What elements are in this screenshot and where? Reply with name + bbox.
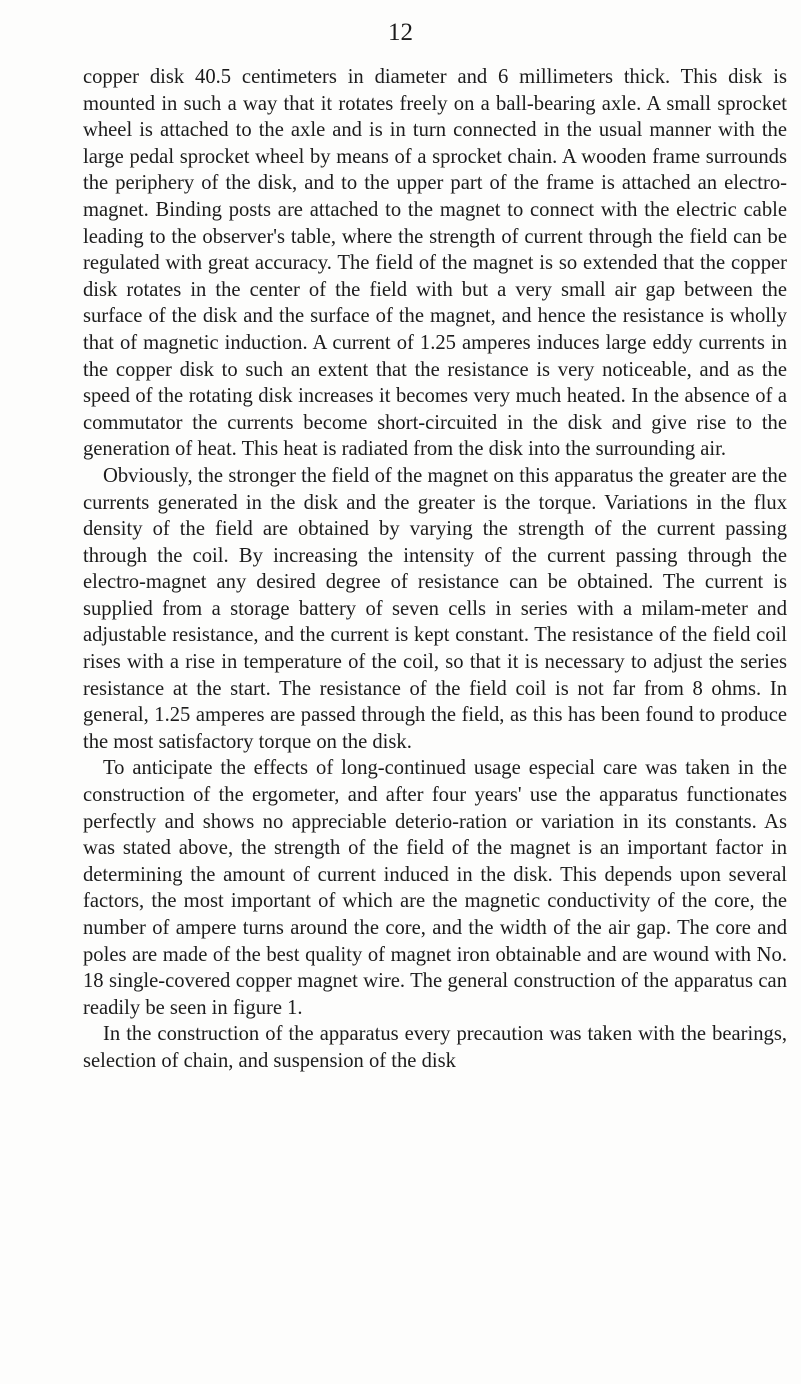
paragraph-eddy-current-disk: copper disk 40.5 centimeters in diameter and 6 millimeters thick. This disk is mounted in such a way that it rotates freely on a ball-bearing axle. A small sprocket wheel is attached to the axle and is in turn connected in the usual manner with the large pedal sprocket wheel by means of a sprocket chain. A wooden frame surrounds the periphery of the disk, and to the upper part of the frame is attached an electro-magnet. Binding posts are attached to the magnet to connect with the electric cable leading to the observer's table, where the strength of current through the field can be regulated with great accuracy. The field of the magnet is so extended that the copper disk rotates in the center of the field with but a very small air gap between the surface of the disk and the surface of the magnet, and hence the resistance is wholly that of magnetic induction. A current of 1.25 amperes induces large eddy currents in the copper disk to such an extent that the resistance is very noticeable, and as the speed of the rotating disk increases it becomes very much heated. In the absence of a commutator the currents become short-circuited in the disk and give rise to the generation of heat. This heat is radiated from the disk into the surrounding air. (83, 66, 787, 461)
body-text (83, 64, 787, 1075)
page-number: 12 (388, 19, 413, 46)
paragraph-field-strength-torque: Obviously, the stronger the field of the magnet on this apparatus the greater are the currents generated in the disk and the greater is the torque. Variations in the flux density of the field are obtained by varying the strength of the current passing through the coil. By increasing the intensity of the current passing through the electro-magnet any desired degree of resistance can be obtained. The current is supplied from a storage battery of seven cells in series with a milam-meter and adjustable resistance, and the current is kept constant. The resistance of the field coil rises with a rise in temperature of the coil, so that it is necessary to adjust the series resistance at the start. The resistance of the field coil is not far from 8 ohms. In general, 1.25 amperes are passed through the field, as this has been found to produce the most satisfactory torque on the disk. (83, 464, 787, 753)
paragraph-construction-durability: To anticipate the effects of long-continued usage especial care was taken in the construction of the ergometer, and after four years' use the apparatus functionates perfectly and shows no appreciable deterio-ration or variation in its constants. As was stated above, the strength of the field of the magnet is an important factor in determining the amount of current induced in the disk. This depends upon several factors, the most important of which are the magnetic conductivity of the core, the number of ampere turns around the core, and the width of the air gap. The core and poles are made of the best quality of magnet iron obtainable and are wound with No. 18 single-covered copper magnet wire. The general construction of the apparatus can readily be seen in figure 1. (83, 757, 787, 1019)
paragraph-bearings-precautions: In the construction of the apparatus every precaution was taken with the bearings, selection of chain, and suspension of the disk (83, 1023, 787, 1072)
